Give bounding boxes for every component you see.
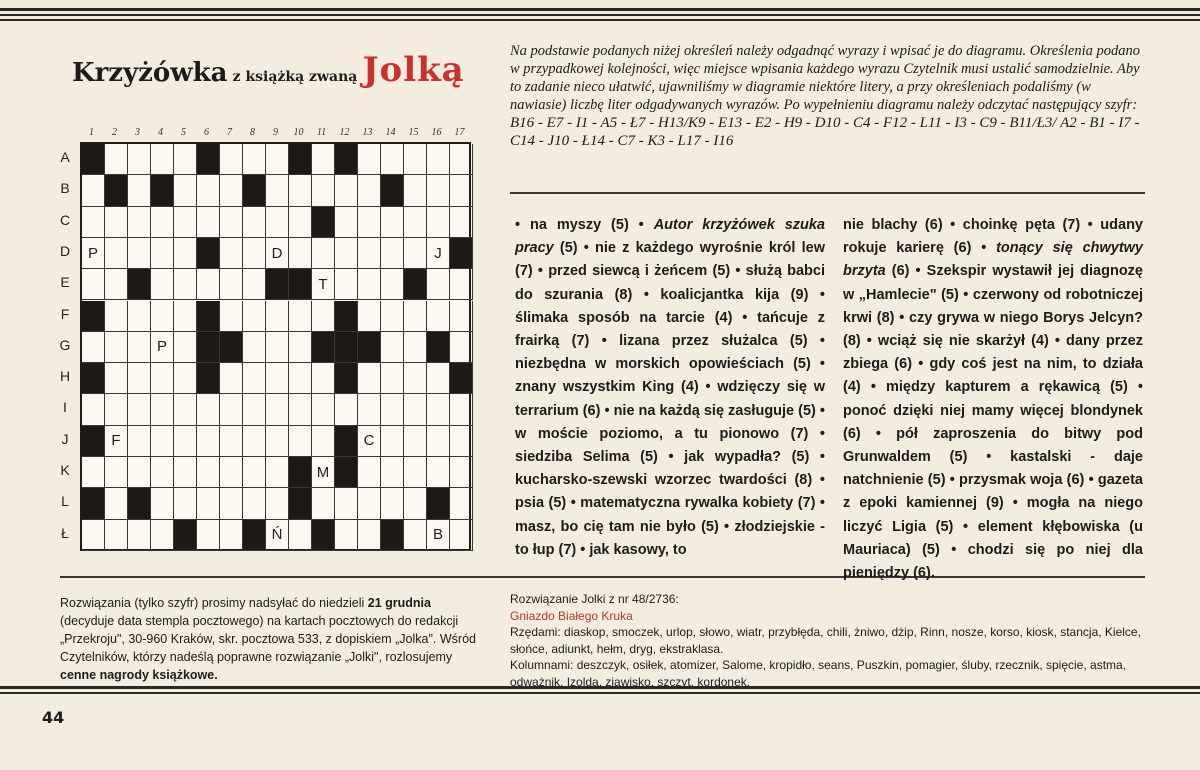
grid-cell[interactable] [404, 520, 427, 551]
grid-cell[interactable] [335, 207, 358, 238]
grid-cell[interactable] [174, 207, 197, 238]
grid-cell-black [197, 363, 220, 394]
grid-cell[interactable] [105, 269, 128, 300]
grid-cell[interactable]: J [427, 238, 450, 269]
grid-cell[interactable] [266, 332, 289, 363]
grid-cell[interactable] [82, 520, 105, 551]
instructions [510, 42, 1145, 150]
grid-cell[interactable] [105, 457, 128, 488]
column-number: 10 [293, 127, 304, 138]
top-rule-thin [0, 19, 1200, 21]
grid-cell-black [289, 488, 312, 519]
grid-cell-black [151, 175, 174, 206]
grid-cell[interactable] [243, 144, 266, 175]
row-label: L [61, 493, 69, 510]
grid-cell[interactable] [243, 363, 266, 394]
column-number: 11 [316, 127, 327, 138]
grid-cell[interactable]: D [266, 238, 289, 269]
grid-cell[interactable] [381, 269, 404, 300]
grid-cell[interactable] [197, 269, 220, 300]
grid-cell-black [404, 269, 427, 300]
grid-cell[interactable] [381, 426, 404, 457]
grid-cell[interactable] [289, 363, 312, 394]
solution-rows: Rzędami: diaskop, smoczek, urlop, słowo, wiatr, przybłęda, chili, żniwo, dżip, Rinn, nosze, korso, kiosk, stancja, Kielce, słońce, adiunkt, hełm, dryg, ekstraklasa. [510, 625, 1141, 656]
grid-cell[interactable] [105, 332, 128, 363]
grid-cell[interactable] [266, 457, 289, 488]
grid-cell[interactable] [335, 238, 358, 269]
grid-cell-black [312, 520, 335, 551]
grid-cell[interactable] [381, 394, 404, 425]
grid-cell[interactable] [312, 238, 335, 269]
grid-cell-black [289, 269, 312, 300]
grid-cell[interactable] [197, 394, 220, 425]
row-label: A [60, 149, 70, 165]
grid-cell[interactable] [381, 238, 404, 269]
grid-cell-black [105, 175, 128, 206]
title-connector: z książką zwaną [232, 69, 358, 85]
grid-cell[interactable] [266, 488, 289, 519]
grid-cell[interactable] [266, 301, 289, 332]
grid-cell[interactable] [404, 238, 427, 269]
grid-cell[interactable] [220, 269, 243, 300]
grid-cell-black [82, 426, 105, 457]
grid-cell[interactable] [312, 144, 335, 175]
grid-cell[interactable] [105, 144, 128, 175]
grid-cell-black [335, 301, 358, 332]
title-accent: Jolką [362, 50, 465, 90]
grid-cell[interactable] [289, 520, 312, 551]
grid-cell[interactable] [243, 394, 266, 425]
row-label: C [59, 211, 71, 228]
grid-cell[interactable] [174, 363, 197, 394]
grid-cell[interactable] [243, 426, 266, 457]
top-rule-thin [0, 14, 1200, 16]
column-number: 3 [135, 127, 140, 138]
grid-cell[interactable] [289, 207, 312, 238]
grid-cell[interactable] [335, 175, 358, 206]
grid-cell[interactable] [151, 144, 174, 175]
grid-cell[interactable] [335, 269, 358, 300]
grid-cell-black [243, 175, 266, 206]
grid-cell-black [289, 144, 312, 175]
row-label: B [60, 180, 70, 197]
deadline-date: 21 grudnia [367, 596, 431, 610]
grid-cell[interactable] [358, 394, 381, 425]
row-label: H [59, 368, 71, 385]
column-number: 12 [339, 127, 350, 138]
grid-cell[interactable] [358, 269, 381, 300]
grid-cell[interactable] [427, 301, 450, 332]
grid-cell[interactable] [105, 488, 128, 519]
grid-cell[interactable] [174, 269, 197, 300]
grid-cell[interactable] [220, 394, 243, 425]
grid-cell[interactable] [243, 269, 266, 300]
grid-cell[interactable] [381, 457, 404, 488]
grid-cell[interactable] [312, 488, 335, 519]
grid-cell[interactable] [220, 488, 243, 519]
column-number: 5 [181, 127, 186, 138]
grid-cell[interactable] [128, 207, 151, 238]
grid-cell[interactable] [151, 363, 174, 394]
column-number: 7 [227, 127, 232, 138]
cipher-code: B16 - E7 - I1 - A5 - Ł7 - H13/K9 - E13 - E2 - H9 - D10 - C4 - F12 - L11 - I3 - C9 - B11/Ł3/ A2 - B1 - I7 - C14 - J10 - Ł14 - C7 - K3 - L17 - I16 [510, 115, 1140, 149]
clue-text: (6) • Szekspir wystawił jej diagnozę w „Hamlecie" (5) • czerwony od robotniczej krwi (8) • czy grywa w niego Borys Jelcyn? (8) • wciąż się nie skarżył (4) • dany przez zbiega (6) • gdy coś jest na nim, to działa (4) • między kapturem a rękawicą (5) • ponoć dzięki niej mamy więcej blondynek (6) • pół zaproszenia do bitwy pod Grunwaldem (5) • kastalski - daje natchnienie (5) • przysmak woja (6) • gazeta z epoki kamiennej (9) • mogła na niego liczyć Ligia (5) • element kłębowiska (u Mauriaca) (5) • chodzi się po niej dla pieniędzy (6). [843, 263, 1143, 582]
column-number: 6 [204, 127, 209, 138]
grid-cell[interactable] [197, 207, 220, 238]
grid-cell[interactable] [427, 207, 450, 238]
previous-solution [510, 591, 1145, 690]
column-number: 4 [158, 127, 163, 138]
grid-cell[interactable] [381, 488, 404, 519]
grid-cell[interactable] [82, 332, 105, 363]
grid-cell[interactable] [289, 238, 312, 269]
grid-cell-black [128, 488, 151, 519]
grid-cell-black [197, 301, 220, 332]
clue-text: (5) • nie z każdego wyrośnie król lew (7) • przed siewcą i żeńcem (5) • służą babci do szurania (8) • koalicjantka kija (9) • ślimaka sposób na tarcie (4) • tańcuje z frairką (7) • lizana przez służalca (5) • niezbędna w morskich opowieściach (5) • znany wszystkim King (4) • wdzięczy się w terrarium (6) • nie na każdą się zasługuje (5) • w moście poziomo, a tu pionowo (7) • siedziba Selima (5) • jak wypadła? (5) • kucharsko-szewski wzorzec twardości (8) • psia (5) • matematyczna rywalka kobiety (7) • masz, bo cię tam nie było (5) • złodziejskie - to łup (7) • jak kasowy, to [515, 240, 825, 558]
grid-cell[interactable] [358, 238, 381, 269]
grid-cell[interactable] [128, 144, 151, 175]
grid-cell[interactable] [151, 207, 174, 238]
grid-cell-black [82, 301, 105, 332]
grid-cell[interactable] [220, 457, 243, 488]
grid-cell[interactable] [427, 363, 450, 394]
grid-cell[interactable] [197, 457, 220, 488]
grid-cell-black [128, 269, 151, 300]
column-number: 2 [112, 127, 117, 138]
grid-cell[interactable] [197, 520, 220, 551]
submission-text: Rozwiązania (tylko szyfr) prosimy nadsyłać do niedzieli [60, 596, 365, 610]
page-number: 44 [42, 708, 65, 727]
grid-cell[interactable] [174, 144, 197, 175]
grid-cell-black [82, 144, 105, 175]
grid-cell[interactable] [174, 488, 197, 519]
grid-cell[interactable] [427, 457, 450, 488]
grid-cell-black [427, 332, 450, 363]
grid-cell-black [335, 426, 358, 457]
row-label: K [60, 462, 70, 478]
grid-cell[interactable] [105, 301, 128, 332]
grid-cell-black [358, 332, 381, 363]
column-number: 16 [431, 127, 442, 138]
clue-highlight: tonący się chwytwy brzyta [843, 240, 1143, 280]
grid-cell[interactable]: M [312, 457, 335, 488]
grid-cell[interactable] [220, 426, 243, 457]
solution-subtitle: Gniazdo Białego Kruka [510, 608, 633, 623]
column-number: 17 [454, 127, 465, 138]
grid-cell[interactable] [220, 363, 243, 394]
top-rule [0, 8, 1200, 11]
grid-cell[interactable] [427, 269, 450, 300]
grid-cell[interactable] [243, 207, 266, 238]
page-title [72, 50, 465, 90]
grid-cell[interactable] [335, 520, 358, 551]
grid-cell[interactable] [404, 363, 427, 394]
grid-cell[interactable] [404, 207, 427, 238]
grid-cell[interactable] [220, 175, 243, 206]
solution-columns: Kolumnami: deszczyk, osiłek, atomizer, Salome, kropidło, seans, Puszkin, pomagier, śluby, rzecznik, spięcie, astma, odważnik, Izolda, zjawisko, szczyt, kordonek. [510, 658, 1127, 689]
clue-text: nie blachy (6) • choinkę pęta (7) • udany rokuje karierę (6) • [843, 217, 1143, 257]
clues-column-2 [843, 214, 1143, 585]
clue-highlight: Autor krzyżówek szuka pracy [515, 217, 825, 257]
grid-cell[interactable] [243, 301, 266, 332]
grid-cell[interactable] [266, 394, 289, 425]
grid-cell[interactable] [128, 363, 151, 394]
grid-cell-black [266, 269, 289, 300]
grid-cell[interactable] [358, 520, 381, 551]
grid-cell[interactable] [312, 394, 335, 425]
grid-cell[interactable] [128, 301, 151, 332]
grid-cell[interactable] [82, 175, 105, 206]
grid-cell[interactable] [427, 144, 450, 175]
grid-cell[interactable]: F [105, 426, 128, 457]
grid-cell[interactable]: T [312, 269, 335, 300]
grid-cell[interactable] [105, 238, 128, 269]
grid-cell[interactable] [450, 488, 473, 519]
grid-cell[interactable] [220, 207, 243, 238]
grid-cell[interactable] [243, 238, 266, 269]
grid-cell[interactable] [174, 301, 197, 332]
row-label: J [61, 430, 69, 447]
grid-cell-black [197, 238, 220, 269]
column-number: 14 [385, 127, 396, 138]
grid-cell-black [289, 457, 312, 488]
grid-cell[interactable] [381, 144, 404, 175]
column-number: 9 [273, 127, 278, 138]
grid-cell[interactable] [220, 301, 243, 332]
grid-cell[interactable] [404, 488, 427, 519]
grid-cell[interactable] [82, 269, 105, 300]
grid-cell[interactable]: P [151, 332, 174, 363]
grid-cell[interactable] [427, 175, 450, 206]
grid-cell[interactable] [381, 332, 404, 363]
grid-cell[interactable]: Ń [266, 520, 289, 551]
grid-cell[interactable] [128, 426, 151, 457]
grid-cell[interactable] [174, 238, 197, 269]
grid-cell-black [335, 457, 358, 488]
grid-cell-black [312, 207, 335, 238]
grid-cell[interactable] [243, 332, 266, 363]
grid-cell[interactable] [404, 301, 427, 332]
grid-cell[interactable] [289, 332, 312, 363]
grid-cell-black [335, 144, 358, 175]
grid-cell[interactable] [266, 144, 289, 175]
row-label: I [63, 399, 67, 416]
column-number: 13 [362, 127, 373, 138]
grid-cell[interactable] [174, 394, 197, 425]
grid-cell[interactable] [197, 175, 220, 206]
column-number: 1 [89, 127, 94, 138]
grid-cell-black [381, 175, 404, 206]
grid-cell[interactable] [381, 207, 404, 238]
grid-cell[interactable] [312, 426, 335, 457]
grid-cell-black [197, 144, 220, 175]
grid-cell[interactable] [128, 520, 151, 551]
grid-cell[interactable] [335, 394, 358, 425]
row-label: D [59, 242, 71, 259]
grid-cell[interactable] [404, 332, 427, 363]
grid-cell[interactable] [450, 207, 473, 238]
grid-cell[interactable] [243, 488, 266, 519]
grid-cell[interactable] [82, 394, 105, 425]
grid-cell[interactable] [82, 457, 105, 488]
grid-cell-black [312, 332, 335, 363]
grid-cell[interactable] [197, 426, 220, 457]
grid-cell-black [82, 488, 105, 519]
separator-line [510, 192, 1145, 194]
grid-cell[interactable] [174, 332, 197, 363]
clue-text: • na myszy (5) • [515, 217, 644, 233]
grid-cell[interactable] [335, 488, 358, 519]
grid-cell[interactable] [289, 175, 312, 206]
solution-heading: Rozwiązanie Jolki z nr 48/2736: [510, 592, 679, 606]
grid-cell[interactable] [312, 301, 335, 332]
grid-cell[interactable] [151, 426, 174, 457]
grid-cell[interactable] [450, 332, 473, 363]
grid-cell[interactable] [312, 363, 335, 394]
grid-cell[interactable] [128, 175, 151, 206]
grid-cell[interactable] [266, 207, 289, 238]
grid-cell[interactable] [358, 144, 381, 175]
grid-cell[interactable] [450, 426, 473, 457]
title-main: Krzyżówka [72, 58, 228, 88]
grid-cell[interactable]: P [82, 238, 105, 269]
grid-cell-black [82, 363, 105, 394]
grid-cell-black [197, 332, 220, 363]
grid-cell[interactable] [427, 394, 450, 425]
grid-cell-black [450, 363, 473, 394]
grid-cell[interactable] [381, 301, 404, 332]
grid-cell[interactable] [197, 488, 220, 519]
grid-cell[interactable] [450, 457, 473, 488]
submission-info [60, 594, 480, 684]
grid-cell-black [335, 363, 358, 394]
grid-cell[interactable] [174, 426, 197, 457]
bottom-rule-thin [0, 692, 1200, 694]
grid-cell[interactable] [105, 520, 128, 551]
submission-text: (decyduje data stempla pocztowego) na kartach pocztowych do redakcji „Przekroju", 30-960 Kraków, skr. pocztowa 533, z dopiskiem „Jolka". Wśród Czytelników, którzy nadeślą poprawne rozwiązanie „Jolki", rozlosujemy [60, 614, 476, 664]
grid-cell[interactable] [266, 426, 289, 457]
grid-cell[interactable] [128, 457, 151, 488]
grid-cell[interactable] [220, 238, 243, 269]
grid-cell[interactable] [404, 175, 427, 206]
grid-cell[interactable] [266, 175, 289, 206]
crossword-grid [80, 142, 471, 551]
grid-cell-black [243, 520, 266, 551]
prize-text: cenne nagrody książkowe. [60, 668, 218, 682]
grid-cell[interactable] [82, 207, 105, 238]
grid-cell[interactable]: B [427, 520, 450, 551]
grid-cell[interactable]: C [358, 426, 381, 457]
grid-cell[interactable] [358, 363, 381, 394]
grid-cell[interactable] [427, 426, 450, 457]
grid-cell[interactable] [404, 394, 427, 425]
grid-cell[interactable] [151, 488, 174, 519]
grid-cell-black [427, 488, 450, 519]
grid-cell[interactable] [450, 144, 473, 175]
grid-cell[interactable] [220, 144, 243, 175]
grid-cell[interactable] [450, 175, 473, 206]
clues-column-1 [515, 214, 825, 562]
grid-cell[interactable] [450, 269, 473, 300]
grid-cell[interactable] [381, 363, 404, 394]
grid-cell-black [335, 332, 358, 363]
grid-cell[interactable] [358, 457, 381, 488]
grid-cell-black [220, 332, 243, 363]
row-label: Ł [61, 524, 69, 541]
instructions-text: Na podstawie podanych niżej określeń należy odgadnąć wyrazy i wpisać je do diagramu. Określenia podano w przypadkowej kolejności, więc miejsce wpisania każdego wyrazu Czytelnik musi ustalić samodzielnie. Aby to zadanie nieco ułatwić, ujawniliśmy w diagramie niektóre litery, a przy określeniach podaliśmy (w nawiasie) liczbę liter odgadywanych wyrazów. Po wypełnieniu diagramu należy odczytać następujący szyfr: [510, 43, 1140, 113]
grid-cell-black [174, 520, 197, 551]
grid-cell[interactable] [358, 301, 381, 332]
grid-cell[interactable] [404, 144, 427, 175]
grid-cell[interactable] [220, 520, 243, 551]
grid-cell[interactable] [450, 301, 473, 332]
grid-cell[interactable] [358, 488, 381, 519]
grid-cell[interactable] [358, 175, 381, 206]
grid-cell[interactable] [151, 238, 174, 269]
row-label: G [59, 336, 71, 353]
row-label: F [60, 305, 70, 322]
grid-cell[interactable] [105, 394, 128, 425]
grid-cell[interactable] [266, 363, 289, 394]
row-label: E [60, 274, 70, 291]
grid-cell[interactable] [151, 394, 174, 425]
grid-cell-black [450, 238, 473, 269]
grid-cell[interactable] [289, 426, 312, 457]
column-number: 15 [408, 127, 419, 138]
grid-cell[interactable] [404, 457, 427, 488]
grid-cell[interactable] [151, 269, 174, 300]
grid-cell[interactable] [404, 426, 427, 457]
grid-cell[interactable] [358, 207, 381, 238]
grid-cell[interactable] [312, 175, 335, 206]
grid-cell[interactable] [243, 457, 266, 488]
grid-cell-black [381, 520, 404, 551]
grid-cell[interactable] [450, 394, 473, 425]
grid-cell[interactable] [151, 520, 174, 551]
grid-cell[interactable] [174, 457, 197, 488]
grid-cell[interactable] [450, 520, 473, 551]
grid-cell[interactable] [105, 363, 128, 394]
grid-cell[interactable] [174, 175, 197, 206]
grid-cell[interactable] [128, 332, 151, 363]
grid-cell[interactable] [105, 207, 128, 238]
grid-cell[interactable] [289, 301, 312, 332]
column-number: 8 [250, 127, 255, 138]
grid-cell[interactable] [151, 457, 174, 488]
grid-cell[interactable] [128, 238, 151, 269]
grid-cell[interactable] [128, 394, 151, 425]
grid-cell[interactable] [151, 301, 174, 332]
grid-cell[interactable] [289, 394, 312, 425]
